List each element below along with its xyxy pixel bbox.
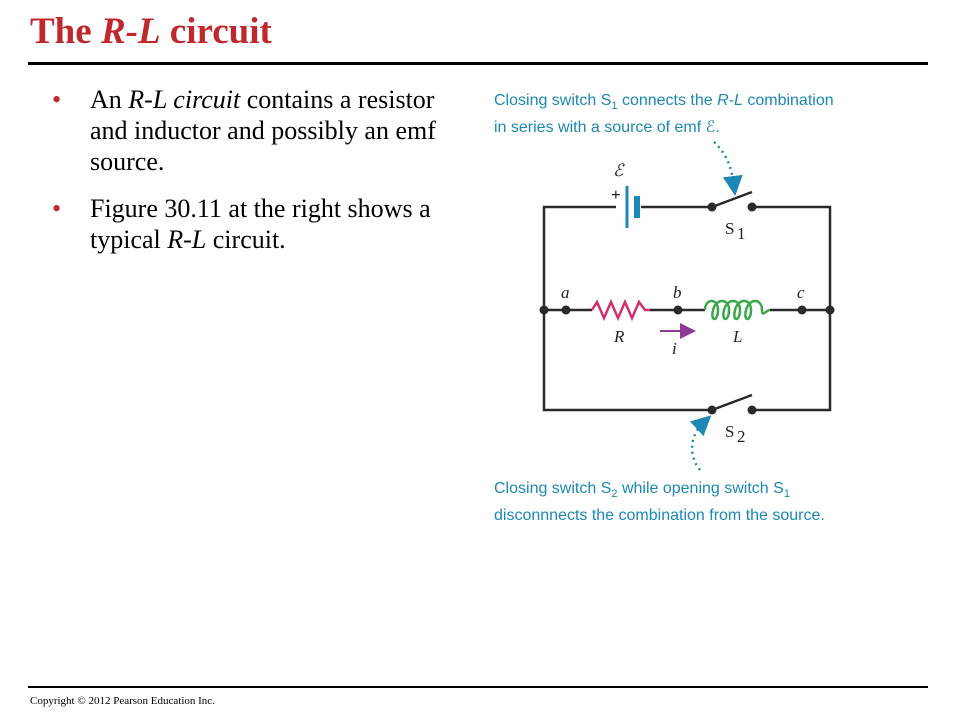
inductor-label: L bbox=[733, 327, 743, 346]
svg-text:2: 2 bbox=[737, 427, 746, 446]
caption-top-line2: in series with a source of emf ℰ. bbox=[494, 119, 720, 137]
bullet-text: circuit. bbox=[206, 225, 286, 254]
svg-text:1: 1 bbox=[737, 224, 746, 243]
caption-top-pointer-icon bbox=[714, 142, 734, 186]
svg-text:S: S bbox=[725, 219, 735, 238]
switch-s2-label bbox=[725, 422, 746, 446]
svg-text:S: S bbox=[725, 422, 735, 441]
node-right-junction bbox=[826, 306, 835, 315]
bullet-text: An bbox=[90, 85, 129, 114]
node-b bbox=[674, 306, 683, 315]
battery-plus-label: + bbox=[611, 185, 621, 204]
title-italic: R-L bbox=[100, 11, 161, 52]
switch-s1-contact bbox=[708, 203, 717, 212]
switch-s2-arm bbox=[712, 395, 752, 410]
current-label: i bbox=[672, 339, 677, 358]
caption-bottom-line1: Closing switch $S_2$ while opening switch $S_1$ bbox=[494, 480, 790, 501]
caption-top-line1: Closing switch $S_1$ connects the R-L combination bbox=[494, 92, 834, 113]
bullet-dot: • bbox=[52, 194, 62, 223]
bullet-text: contains a resistor and inductor and possibly an emf source. bbox=[90, 85, 436, 176]
resistor-icon bbox=[592, 302, 650, 318]
bullet-italic: R-L bbox=[167, 225, 207, 254]
bullet-italic: R-L circuit bbox=[128, 85, 241, 114]
node-c bbox=[798, 306, 807, 315]
bullet-text: Figure 30.11 at the right shows a typical bbox=[90, 194, 431, 254]
footer-rule bbox=[28, 686, 928, 688]
node-c-label: c bbox=[797, 283, 805, 302]
inductor-icon bbox=[705, 301, 770, 319]
title-prefix: The bbox=[30, 11, 101, 52]
circuit-wires bbox=[544, 192, 830, 410]
switch-s1-label bbox=[725, 219, 746, 243]
switch-s1-arm bbox=[712, 192, 752, 207]
switch-s1-contact bbox=[748, 203, 757, 212]
switch-s2-contact bbox=[748, 406, 757, 415]
node-left-junction bbox=[540, 306, 549, 315]
node-a-label: a bbox=[561, 283, 570, 302]
title-suffix: circuit bbox=[160, 11, 272, 52]
caption-bottom-line2: disconnnects the combination from the source. bbox=[494, 507, 825, 525]
copyright-text: Copyright © 2012 Pearson Education Inc. bbox=[30, 695, 215, 707]
battery-icon bbox=[627, 186, 637, 228]
node-b-label: b bbox=[673, 283, 682, 302]
switch-s2-contact bbox=[708, 406, 717, 415]
bullet-dot: • bbox=[52, 85, 62, 114]
circuit-nodes bbox=[540, 203, 835, 415]
emf-label: ℰ bbox=[613, 161, 624, 180]
wire-right bbox=[752, 207, 830, 410]
node-a bbox=[562, 306, 571, 315]
resistor-label: R bbox=[614, 327, 625, 346]
caption-bottom-pointer-icon bbox=[692, 422, 704, 470]
